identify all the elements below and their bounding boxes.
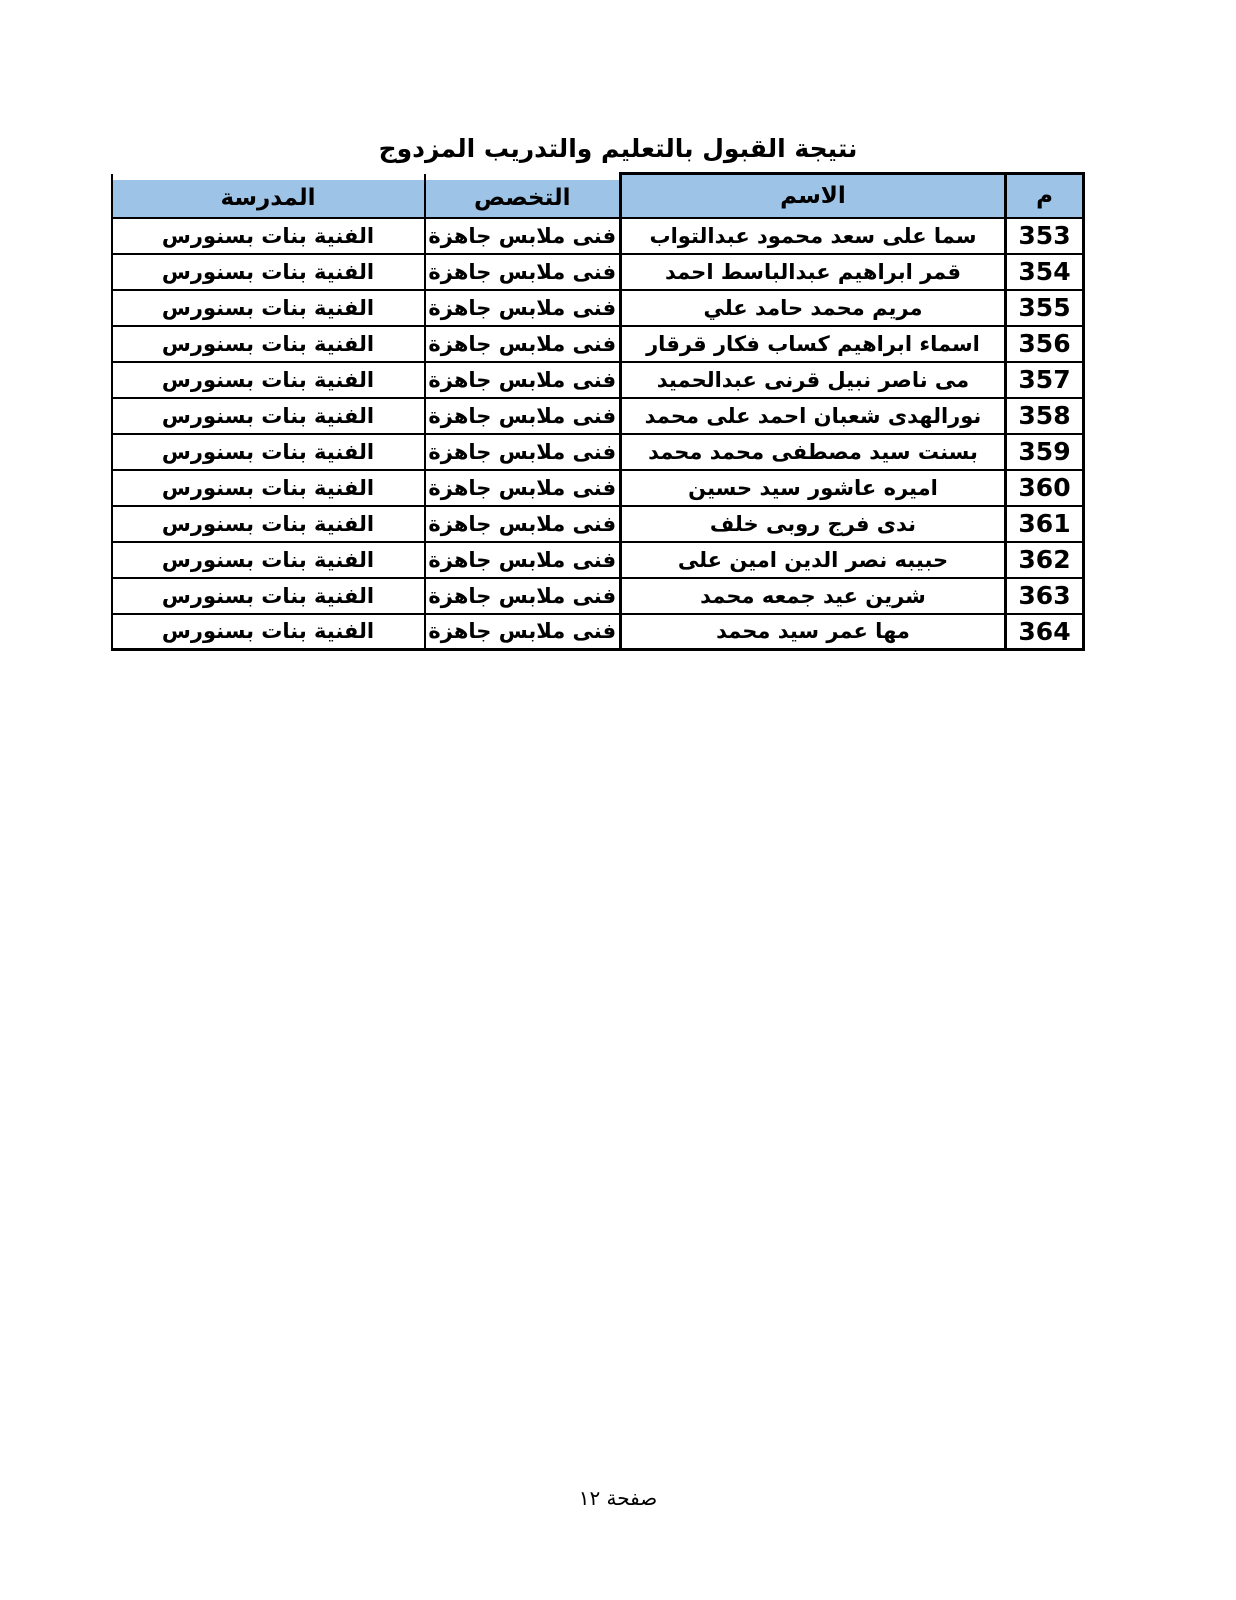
header-number: م bbox=[1006, 174, 1084, 218]
header-specialization: التخصص bbox=[425, 174, 621, 218]
specialization-cell: فنى ملابس جاهزة bbox=[425, 578, 621, 614]
row-number-cell: 358 bbox=[1006, 398, 1084, 434]
row-number-cell: 362 bbox=[1006, 542, 1084, 578]
results-table bbox=[111, 172, 1086, 651]
student-name-cell: سما على سعد محمود عبدالتواب bbox=[621, 218, 1006, 254]
page-number: صفحة ١٢ bbox=[578, 1486, 658, 1510]
row-number-cell: 364 bbox=[1006, 614, 1084, 650]
specialization-cell: فنى ملابس جاهزة bbox=[425, 470, 621, 506]
specialization-cell: فنى ملابس جاهزة bbox=[425, 506, 621, 542]
table-body bbox=[112, 218, 1084, 650]
table-row bbox=[112, 326, 1084, 362]
page-title: نتيجة القبول بالتعليم والتدريب المزدوج bbox=[378, 134, 858, 163]
specialization-cell: فنى ملابس جاهزة bbox=[425, 290, 621, 326]
school-cell: الفنية بنات بسنورس bbox=[112, 578, 425, 614]
specialization-cell: فنى ملابس جاهزة bbox=[425, 218, 621, 254]
table-row bbox=[112, 218, 1084, 254]
school-cell: الفنية بنات بسنورس bbox=[112, 362, 425, 398]
row-number-cell: 353 bbox=[1006, 218, 1084, 254]
specialization-cell: فنى ملابس جاهزة bbox=[425, 362, 621, 398]
specialization-cell: فنى ملابس جاهزة bbox=[425, 434, 621, 470]
student-name-cell: بسنت سيد مصطفى محمد محمد bbox=[621, 434, 1006, 470]
student-name-cell: اسماء ابراهيم كساب فكار قرقار bbox=[621, 326, 1006, 362]
school-cell: الفنية بنات بسنورس bbox=[112, 398, 425, 434]
table-row bbox=[112, 578, 1084, 614]
row-number-cell: 355 bbox=[1006, 290, 1084, 326]
row-number-cell: 363 bbox=[1006, 578, 1084, 614]
row-number-cell: 361 bbox=[1006, 506, 1084, 542]
school-cell: الفنية بنات بسنورس bbox=[112, 470, 425, 506]
table-row bbox=[112, 614, 1084, 650]
student-name-cell: اميره عاشور سيد حسين bbox=[621, 470, 1006, 506]
student-name-cell: مريم محمد حامد علي bbox=[621, 290, 1006, 326]
student-name-cell: شرين عيد جمعه محمد bbox=[621, 578, 1006, 614]
school-cell: الفنية بنات بسنورس bbox=[112, 326, 425, 362]
specialization-cell: فنى ملابس جاهزة bbox=[425, 326, 621, 362]
table-row bbox=[112, 434, 1084, 470]
school-cell: الفنية بنات بسنورس bbox=[112, 614, 425, 650]
student-name-cell: قمر ابراهيم عبدالباسط احمد bbox=[621, 254, 1006, 290]
student-name-cell: مها عمر سيد محمد bbox=[621, 614, 1006, 650]
student-name-cell: حبيبه نصر الدين امين على bbox=[621, 542, 1006, 578]
row-number-cell: 360 bbox=[1006, 470, 1084, 506]
student-name-cell: ندى فرج روبى خلف bbox=[621, 506, 1006, 542]
table-row bbox=[112, 542, 1084, 578]
table-row bbox=[112, 398, 1084, 434]
row-number-cell: 357 bbox=[1006, 362, 1084, 398]
specialization-cell: فنى ملابس جاهزة bbox=[425, 398, 621, 434]
table-row bbox=[112, 506, 1084, 542]
row-number-cell: 356 bbox=[1006, 326, 1084, 362]
table-row bbox=[112, 290, 1084, 326]
specialization-cell: فنى ملابس جاهزة bbox=[425, 254, 621, 290]
header-name: الاسم bbox=[621, 174, 1006, 218]
school-cell: الفنية بنات بسنورس bbox=[112, 290, 425, 326]
school-cell: الفنية بنات بسنورس bbox=[112, 254, 425, 290]
table-row bbox=[112, 254, 1084, 290]
specialization-cell: فنى ملابس جاهزة bbox=[425, 614, 621, 650]
table-header bbox=[112, 174, 1084, 218]
header-school: المدرسة bbox=[112, 174, 425, 218]
school-cell: الفنية بنات بسنورس bbox=[112, 434, 425, 470]
school-cell: الفنية بنات بسنورس bbox=[112, 218, 425, 254]
school-cell: الفنية بنات بسنورس bbox=[112, 542, 425, 578]
specialization-cell: فنى ملابس جاهزة bbox=[425, 542, 621, 578]
table-row bbox=[112, 470, 1084, 506]
row-number-cell: 354 bbox=[1006, 254, 1084, 290]
header-row bbox=[112, 174, 1084, 218]
table-row bbox=[112, 362, 1084, 398]
school-cell: الفنية بنات بسنورس bbox=[112, 506, 425, 542]
student-name-cell: نورالهدى شعبان احمد على محمد bbox=[621, 398, 1006, 434]
student-name-cell: مى ناصر نبيل قرنى عبدالحميد bbox=[621, 362, 1006, 398]
row-number-cell: 359 bbox=[1006, 434, 1084, 470]
